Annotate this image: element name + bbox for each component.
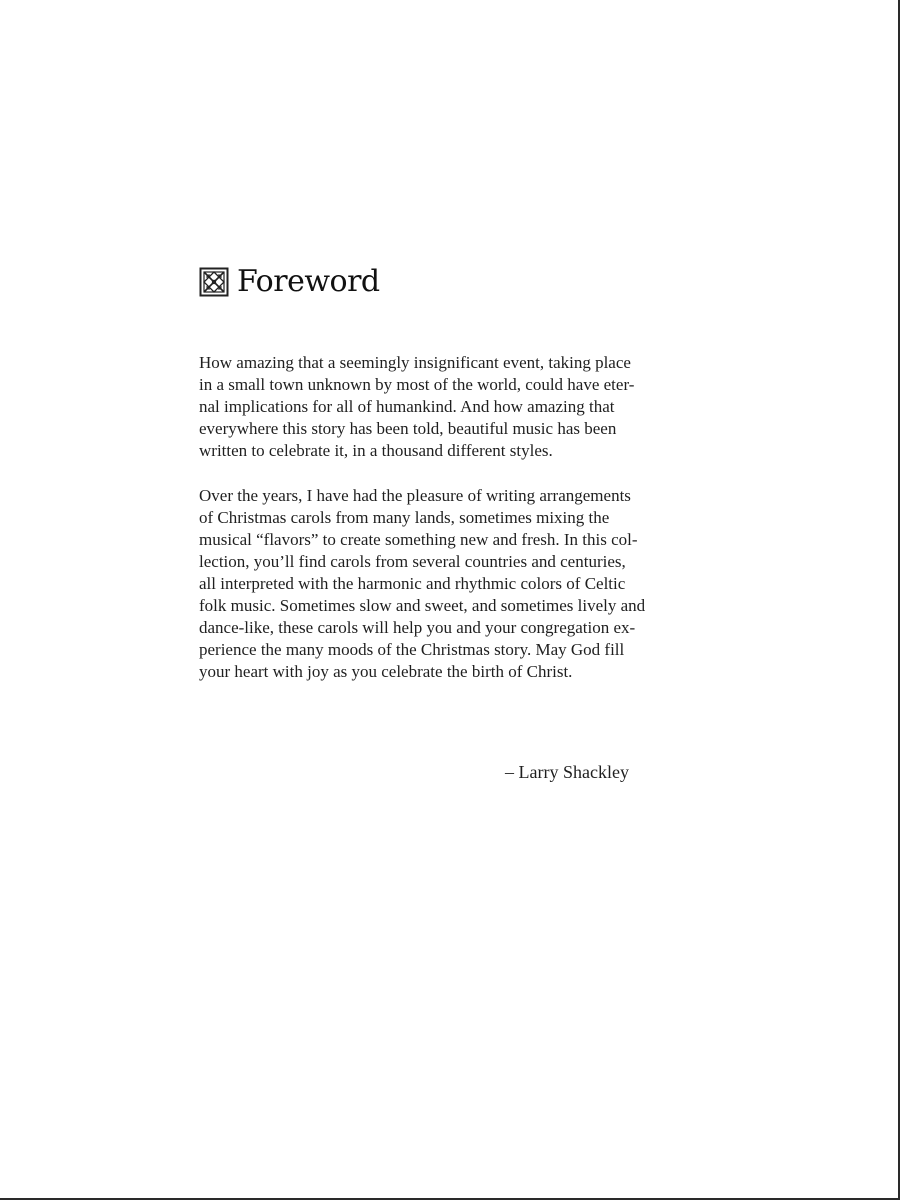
text-line: all interpreted with the harmonic and rhythmic colors of Celtic	[199, 574, 626, 593]
paragraph-1	[199, 352, 719, 462]
text-line: musical “flavors” to create something new and fresh. In this col-	[199, 530, 638, 549]
text-line: folk music. Sometimes slow and sweet, and sometimes lively and	[199, 596, 646, 615]
text-line: How amazing that a seemingly insignificant event, taking place	[199, 353, 631, 372]
text-line: dance-like, these carols will help you and your congregation ex-	[199, 618, 636, 637]
page-title: Foreword	[237, 264, 380, 299]
text-line: written to celebrate it, in a thousand different styles.	[199, 441, 553, 460]
text-line: perience the many moods of the Christmas story. May God fill	[199, 640, 625, 659]
paragraph-2	[199, 485, 719, 683]
text-line: nal implications for all of humankind. And how amazing that	[199, 397, 615, 416]
foreword-heading	[199, 266, 380, 297]
text-line: your heart with joy as you celebrate the birth of Christ.	[199, 662, 573, 681]
text-line: in a small town unknown by most of the world, could have eter-	[199, 375, 635, 394]
author-signature: – Larry Shackley	[505, 762, 629, 782]
celtic-knot-square-icon	[199, 267, 229, 297]
text-line: Over the years, I have had the pleasure of writing arrangements	[199, 486, 631, 505]
text-line: everywhere this story has been told, beautiful music has been	[199, 419, 617, 438]
text-line: of Christmas carols from many lands, sometimes mixing the	[199, 508, 610, 527]
text-line: lection, you’ll find carols from several countries and centuries,	[199, 552, 626, 571]
